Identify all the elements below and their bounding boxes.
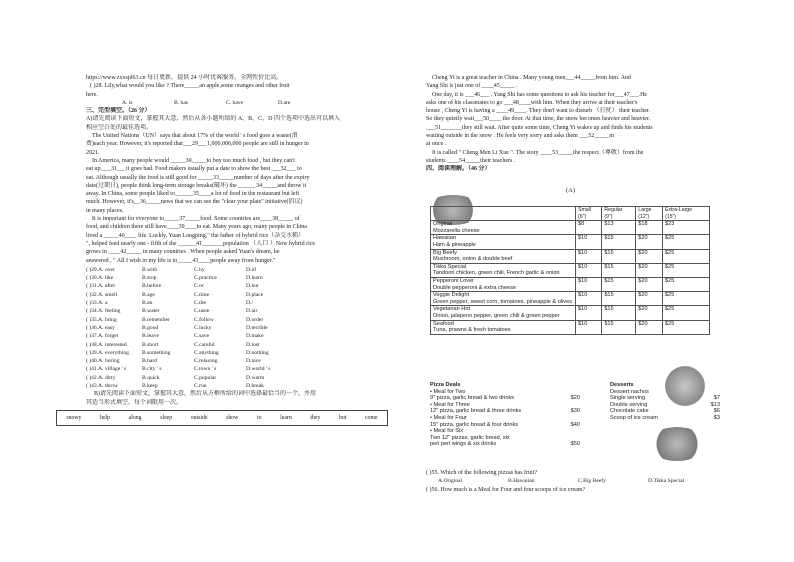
passage-line: waiting outside in the snow . He feels very sorry and asks them ___52_____in	[426, 133, 614, 140]
table-row	[431, 235, 710, 249]
question-56: ( )56. How much is a Meal for Four and four scoops of ice cream?	[426, 486, 586, 493]
passage-line: eat up.___31___it goes bad. Food makers usually put a date to show the best ___32___ to	[86, 166, 302, 173]
deal-row	[430, 395, 580, 402]
dessert-name: Single serving	[610, 395, 646, 402]
option: A. is	[122, 99, 133, 106]
question-option-row	[86, 374, 382, 382]
word-fill-passage	[426, 74, 720, 165]
deal-name: • Meal for Two	[430, 388, 466, 395]
passage-line: food, and children there still have____39____to eat. Many years ago, many people in China	[86, 224, 307, 231]
word-box-item: snowy	[66, 414, 82, 421]
passage-line: So they quietly wait___50____ the door. At that time, the snow becomes heavier and heavier.	[426, 116, 651, 123]
price-cell: $10	[576, 320, 602, 334]
deal-description: Two 12" pizzas, garlic bread, six	[430, 434, 510, 441]
table-row	[431, 263, 710, 277]
table-header	[431, 207, 710, 221]
section-b-instructions: B)请先阅读下面短文，掌握其大意，然后从方框所给的词中选择最恰当的一个，并用	[94, 391, 317, 398]
question-28-cont: here.	[86, 91, 98, 98]
option: B.quick	[142, 374, 160, 381]
option: ( )32.A. smell	[86, 291, 118, 298]
option: D.nice	[246, 358, 261, 365]
price-cell: $25	[662, 249, 709, 263]
table-row	[431, 306, 710, 320]
option: D.air	[246, 308, 258, 315]
deal-row	[430, 435, 580, 442]
price-cell: $10	[576, 277, 602, 291]
passage-line: ___51_______they still wait. After quite some time, Cheng Yi wakes up and finds his students	[426, 124, 653, 131]
pizza-description: Tandoori chicken, green chili, French garlic & onion	[433, 270, 560, 277]
question-55: ( )55. Which of the following pizzas has fruit?	[426, 470, 538, 476]
deal-description: 15" pizza, garlic bread & four drinks	[430, 421, 519, 428]
option: D.learn	[246, 275, 263, 282]
question-28: ( )28. Lily,what would you like ? There_____an apple,some oranges and other fruit	[90, 83, 290, 90]
dessert-row	[610, 389, 720, 396]
pizza-description: Green pepper, sweet corn, tomatoes, pineapple & olives	[433, 298, 572, 305]
option: ( )37.A. forget	[86, 333, 119, 340]
table-row	[431, 320, 710, 334]
cloze-passage	[86, 132, 382, 265]
table-row	[431, 221, 710, 235]
option: B.something	[142, 349, 171, 356]
passage-line: away. In China, some people liked to______35____a lot of food in the restaurant but left	[86, 191, 300, 198]
price-cell: $15	[602, 249, 636, 263]
price-cell: $25	[662, 320, 709, 334]
price-cell: $20	[636, 320, 663, 334]
pizza-description: Double pepperoni & extra cheese	[433, 284, 517, 291]
word-box-item: learn	[280, 414, 292, 421]
option: ( )35.A. bring	[86, 316, 117, 323]
table-header-cell: Extra-Large (15")	[662, 207, 709, 221]
pizza-name: Seafood	[433, 320, 454, 327]
pizza-description: Mushroom, onion & double beef	[433, 256, 513, 263]
price-cell: $20	[636, 306, 663, 320]
option: B.an	[142, 300, 153, 307]
question-option-row	[86, 316, 382, 324]
option: C.by	[194, 266, 205, 273]
price-cell: $23	[662, 221, 709, 235]
price-cell: $25	[662, 277, 709, 291]
question-option-row	[86, 349, 382, 357]
deal-price: $50	[570, 441, 580, 448]
option: D.are	[278, 99, 291, 106]
option: C.taste	[194, 308, 210, 315]
table-header-cell	[431, 207, 576, 221]
left-column	[66, 74, 382, 426]
desserts	[610, 382, 720, 422]
deal-price: $40	[570, 421, 580, 428]
option: D.Tikka Special	[648, 478, 685, 485]
passage-line: in many places.	[86, 207, 124, 214]
option: ( )36.A. easy	[86, 324, 115, 331]
section-a-instructions-cont: 相应空白处的最佳选项。	[86, 124, 153, 131]
option: B.hard	[142, 358, 158, 365]
pizza-description: Mozzarella cheese	[433, 227, 480, 234]
option: C.Big Beefy	[578, 478, 606, 485]
price-cell: $20	[636, 292, 663, 306]
passage-line: The United Nations（UN）says that about 17% of the world ' s food goes a waste(浪	[92, 133, 298, 140]
pizza-name: Hawaiian	[433, 235, 457, 242]
pizza-image	[648, 427, 706, 461]
passage-line: 2021.	[86, 149, 100, 156]
option: C.popular	[194, 374, 217, 381]
dessert-price: $13	[710, 401, 720, 408]
pizza-name: Big Beefy	[433, 249, 457, 256]
deal-name: • Meal for Six	[430, 428, 464, 435]
table-header-cell: Small (6")	[576, 207, 602, 221]
option: D.terrible	[246, 324, 268, 331]
right-column	[426, 74, 720, 174]
section-b-instructions-cont: 其适当形式填空，每个词限用一次。	[86, 399, 183, 406]
section-4-heading: 四、阅读理解。（46 分）	[426, 166, 491, 173]
word-box-item: show	[226, 414, 239, 421]
passage-a-label: (A)	[566, 187, 576, 194]
price-cell: $15	[602, 235, 636, 249]
option: ( )29.A. over	[86, 266, 115, 273]
option: B.leave	[142, 333, 159, 340]
deal-name: • Meal for Four	[430, 414, 467, 421]
dessert-row	[610, 402, 720, 409]
question-option-row	[86, 274, 382, 282]
option: B.remember	[142, 316, 170, 323]
passage-line: answered , " All I wish in my life is to_____43____people away from hunger."	[86, 257, 276, 264]
word-box-item: to	[257, 414, 262, 421]
price-cell: $15	[602, 320, 636, 334]
option: B.stop	[142, 275, 157, 282]
passage-line: grows in ____42_____ in many countries . When people asked Yuan's dream, he	[86, 249, 280, 256]
table-row	[431, 277, 710, 291]
deal-row	[430, 422, 580, 429]
dessert-name: Dessert nachos	[610, 388, 649, 395]
section-a-instructions: A)请先阅读下面短文，掌握其大意，然后从各小题所给的 A、B、C、D 四个选项中选出可以填入	[86, 116, 341, 123]
option: C.anything	[194, 349, 219, 356]
table-row	[431, 249, 710, 263]
option: B.age	[142, 291, 155, 298]
dessert-name: Chocolate cake	[610, 408, 649, 415]
passage-line: much. However, it's__36_____news that we can see the "clear your plate" initiative(倡议)	[86, 199, 303, 206]
passage-line: 费)each year. However, it's reported that___29___1,000,000,000 people are still in hunger in	[86, 141, 309, 148]
price-cell: $20	[636, 277, 663, 291]
option: C.relaxing	[194, 358, 218, 365]
option: B. has	[174, 99, 188, 106]
dessert-row	[610, 408, 720, 415]
deal-row	[430, 408, 580, 415]
word-box-item: help	[100, 414, 111, 421]
word-box-item: sleep	[160, 414, 173, 421]
deals-title: Pizza Deals	[430, 382, 461, 388]
price-cell: $25	[662, 292, 709, 306]
passage-line: date(过期日), people think long-term storage breaks(破坏) the ______34_____and throw it	[86, 182, 307, 189]
option: D.of	[246, 266, 257, 273]
option: D.world ' s	[246, 366, 271, 373]
option: ( )41.A. village ' s	[86, 366, 127, 373]
word-box	[56, 410, 388, 426]
deal-description: 12" pizza, garlic bread & three drinks	[430, 408, 522, 415]
option: ( )43.A. throw	[86, 382, 119, 389]
option: B.Hawaiian	[508, 478, 535, 485]
option: C.or	[194, 283, 204, 290]
table-row	[431, 292, 710, 306]
passage-line: It is important for everyone to_____37_____food. Some countries are____38_____ of	[92, 216, 300, 223]
passage-line: students ____54_____their teachers .	[426, 157, 516, 164]
option: D.lost	[246, 341, 260, 348]
pizza-name: Vegetarian Hot	[433, 306, 471, 313]
option: D.warm	[246, 374, 265, 381]
word-box-item: but	[338, 414, 347, 421]
question-option-row	[86, 382, 382, 390]
table-header-cell: Large (12")	[636, 207, 663, 221]
option: C.practice	[194, 275, 217, 282]
option: B.short	[142, 341, 159, 348]
price-cell: $18	[636, 221, 663, 235]
pizza-description: Tuna, prawns & fresh tomatoes	[433, 327, 511, 334]
pizza-deals	[430, 382, 580, 448]
dessert-price: $7	[713, 395, 720, 402]
deal-name: • Meal for Three	[430, 401, 470, 408]
option: ( )33.A. a	[86, 300, 108, 307]
question-option-row	[86, 299, 382, 307]
option: B.water	[142, 308, 160, 315]
option: C.save	[194, 333, 210, 340]
question-28-options	[86, 99, 382, 107]
option: ( )39.A. everything	[86, 349, 129, 356]
option: C.the	[194, 300, 206, 307]
option: C.town ' s	[194, 366, 217, 373]
price-cell: $25	[662, 306, 709, 320]
option: B.good	[142, 324, 159, 331]
price-cell: $20	[636, 235, 663, 249]
price-cell: $10	[576, 235, 602, 249]
pizza-name: Tikka Special	[433, 263, 467, 270]
option: C.run	[194, 382, 207, 389]
price-cell: $15	[602, 292, 636, 306]
pizza-description: Ham & pineapple	[433, 241, 476, 248]
passage-line: lived a _____40____ life. Luckly, Yuan Longping," the father of hybrid rice（杂交水稻）	[86, 232, 305, 239]
option: ( )42.A. dirty	[86, 374, 116, 381]
word-box-item: along	[128, 414, 142, 421]
option: ( )31.A. after	[86, 283, 116, 290]
word-box-item: come	[365, 414, 378, 421]
passage-line: It is called " Cheng Men Li Xue ". The story ____53_____the respect（尊敬）from the	[432, 149, 644, 156]
desserts-title: Desserts	[610, 382, 634, 388]
option: ( )38.A. interested	[86, 341, 127, 348]
passage-line: Cheng Yi is a great teacher in China . Many young men___44_____from him. And	[432, 75, 631, 81]
option: C.lucky	[194, 324, 212, 331]
deal-row	[430, 441, 580, 448]
option: D.place	[246, 291, 264, 298]
passage-line: Yang Shi is just one of ____45_____ .	[426, 83, 518, 90]
option: C.follow	[194, 316, 214, 323]
word-box-item: they	[310, 414, 321, 421]
price-cell: $20	[636, 249, 663, 263]
passage-line: One day, it is ___46___ . Yang Shi has some questions to ask his teacher for___47___.He	[432, 91, 648, 98]
option: B.city ' s	[142, 366, 162, 373]
price-cell: $13	[602, 221, 636, 235]
option: A.Original	[438, 478, 463, 485]
passage-line: asks one of his classmates to go ___48____with him. When they arrive at their teacher's	[426, 99, 638, 106]
question-option-row	[86, 324, 382, 332]
question-option-row	[86, 357, 382, 365]
cloze-options	[86, 266, 382, 390]
dessert-row	[610, 395, 720, 402]
option: D.break	[246, 382, 264, 389]
option: B.before	[142, 283, 162, 290]
price-cell: $15	[602, 277, 636, 291]
price-cell: $25	[662, 263, 709, 277]
price-cell: $10	[576, 249, 602, 263]
question-option-row	[86, 341, 382, 349]
pizza-name: Veggie Delight	[433, 292, 470, 299]
question-option-row	[86, 282, 382, 290]
passage-line: at once .	[426, 141, 447, 148]
pizza-name: Original	[433, 221, 453, 228]
passage-line: eat. Although usually the food is still good for _____33_____number of days after the expiry	[86, 174, 310, 181]
option: C. have	[226, 99, 244, 106]
dessert-row	[610, 415, 720, 422]
deal-price: $20	[570, 395, 580, 402]
reading-questions	[426, 469, 726, 494]
dessert-price: $3	[713, 414, 720, 421]
question-option-row	[86, 266, 382, 274]
option: C.careful	[194, 341, 215, 348]
option: D.make	[246, 333, 264, 340]
option: D.nothing	[246, 349, 269, 356]
price-cell: $10	[576, 292, 602, 306]
pizza-name: Pepperoni Lover	[433, 277, 475, 284]
option: ( )34.A. feeling	[86, 308, 121, 315]
question-option-row	[86, 307, 382, 315]
price-cell: $15	[602, 263, 636, 277]
option: ( )40.A. boring	[86, 358, 120, 365]
option: B.keep	[142, 382, 158, 389]
pizza-price-table	[430, 206, 710, 335]
question-option-row	[86, 365, 382, 373]
source-url-line: https://www.zxxsjd63.cn 每日更新，提供 24 小时优客服务，全网性价比高。	[86, 75, 283, 81]
question-55-options	[426, 477, 726, 485]
deal-description: peri peri wings & six drinks	[430, 441, 497, 448]
deal-price: $30	[570, 408, 580, 415]
price-cell: $10	[576, 306, 602, 320]
section-3-heading: 三、完型填空。（26 分）	[86, 108, 151, 115]
option: C.time	[194, 291, 210, 298]
table-header-cell: Regular (9")	[602, 207, 636, 221]
passage-line: In America, many people would _____30_____to buy too much food , but they can't	[92, 157, 295, 164]
option: D.order	[246, 316, 264, 323]
question-option-row	[86, 332, 382, 340]
dessert-name: Scoop of ice cream	[610, 414, 658, 421]
deal-description: 9" pizza, garlic bread & two drinks	[430, 395, 515, 402]
question-option-row	[86, 291, 382, 299]
price-cell: $25	[662, 235, 709, 249]
dessert-name: Double serving	[610, 401, 648, 408]
price-cell: $10	[576, 263, 602, 277]
dessert-price: $6	[713, 408, 720, 415]
word-box-item: outside	[190, 414, 208, 421]
passage-line: ", helped feed nearly one - fifth of the ______41_______population （人口 ）Now hybrid rice	[86, 240, 316, 247]
option: D.but	[246, 283, 259, 290]
price-cell: $20	[636, 263, 663, 277]
price-cell: $15	[602, 306, 636, 320]
option: B.with	[142, 266, 158, 273]
pizza-description: Onion, jalapeno pepper, green chili & green pepper	[433, 312, 560, 319]
option: ( )30.A. like	[86, 275, 114, 282]
option: D./	[246, 300, 253, 307]
price-cell: $8	[576, 221, 602, 235]
passage-line: house , Cheng Yi is having a ____49____. They don't want to disturb （打扰） their teacher.	[426, 108, 651, 115]
